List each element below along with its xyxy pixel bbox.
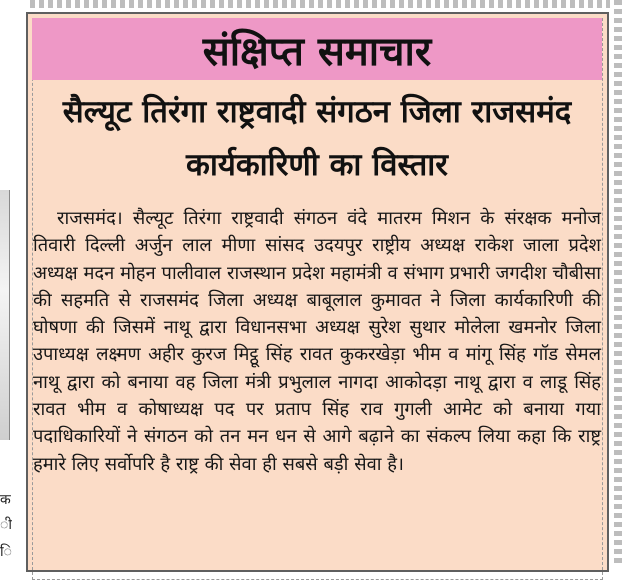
article-headline — [32, 86, 602, 192]
headline-line-2: कार्यकारिणी का विस्तार — [186, 147, 448, 183]
adjacent-text-fragment: ी — [0, 517, 12, 533]
adjacent-text-fragment: ि — [0, 544, 12, 560]
adjacent-column — [0, 0, 22, 563]
article-body: राजसमंद। सैल्यूट तिरंगा राष्ट्रवादी संगठन वंदे मातरम मिशन के संरक्षक मनोज तिवारी दिल्ली अर्जुन लाल मीणा सांसद उदयपुर राष्ट्रीय अध्यक्ष राकेश जाला प्रदेश अध्यक्ष मदन मोहन पालीवाल राजस्थान प्रदेश महामंत्री व संभाग प्रभारी जगदीश चौबीसा की सहमति से राजसमंद जिला अध्यक्ष बाबूलाल कुमावत ने जिला कार्यकारिणी की घोषणा की जिसमें नाथू द्वारा विधानसभा अध्यक्ष सुरेश सुथार मोलेला खमनोर जिला उपाध्यक्ष लक्ष्मण अहीर कुरज मिट्ठू सिंह रावत कुकरखेड़ा भीम व मांगू सिंह गॉड सेमल नाथू द्वारा को बनाया वह जिला मंत्री प्रभुलाल नागदा आकोदड़ा नाथू द्वारा व लाडू सिंह रावत भीम व कोषाध्यक्ष पद पर प्रताप सिंह राव गुगली आमेट को बनाया गया पदाधिकारियों ने संगठन को तन मन धन से आगे बढ़ाने का संकल्प लिया कहा कि राष्ट्र हमारे लिए सर्वोपरि है राष्ट्र की सेवा ही सबसे बड़ी सेवा है। — [33, 208, 601, 475]
adjacent-photo-edge — [0, 190, 10, 440]
right-border-dashes — [614, 0, 622, 563]
top-border-dashes — [30, 0, 610, 8]
headline-line-1: सैल्यूट तिरंगा राष्ट्रवादी संगठन जिला राजसमंद — [62, 94, 572, 130]
section-title: संक्षिप्त समाचार — [202, 28, 432, 75]
next-article-headline-cropped — [40, 550, 600, 563]
section-header-band — [32, 18, 602, 80]
adjacent-text-fragment: क — [0, 492, 11, 508]
